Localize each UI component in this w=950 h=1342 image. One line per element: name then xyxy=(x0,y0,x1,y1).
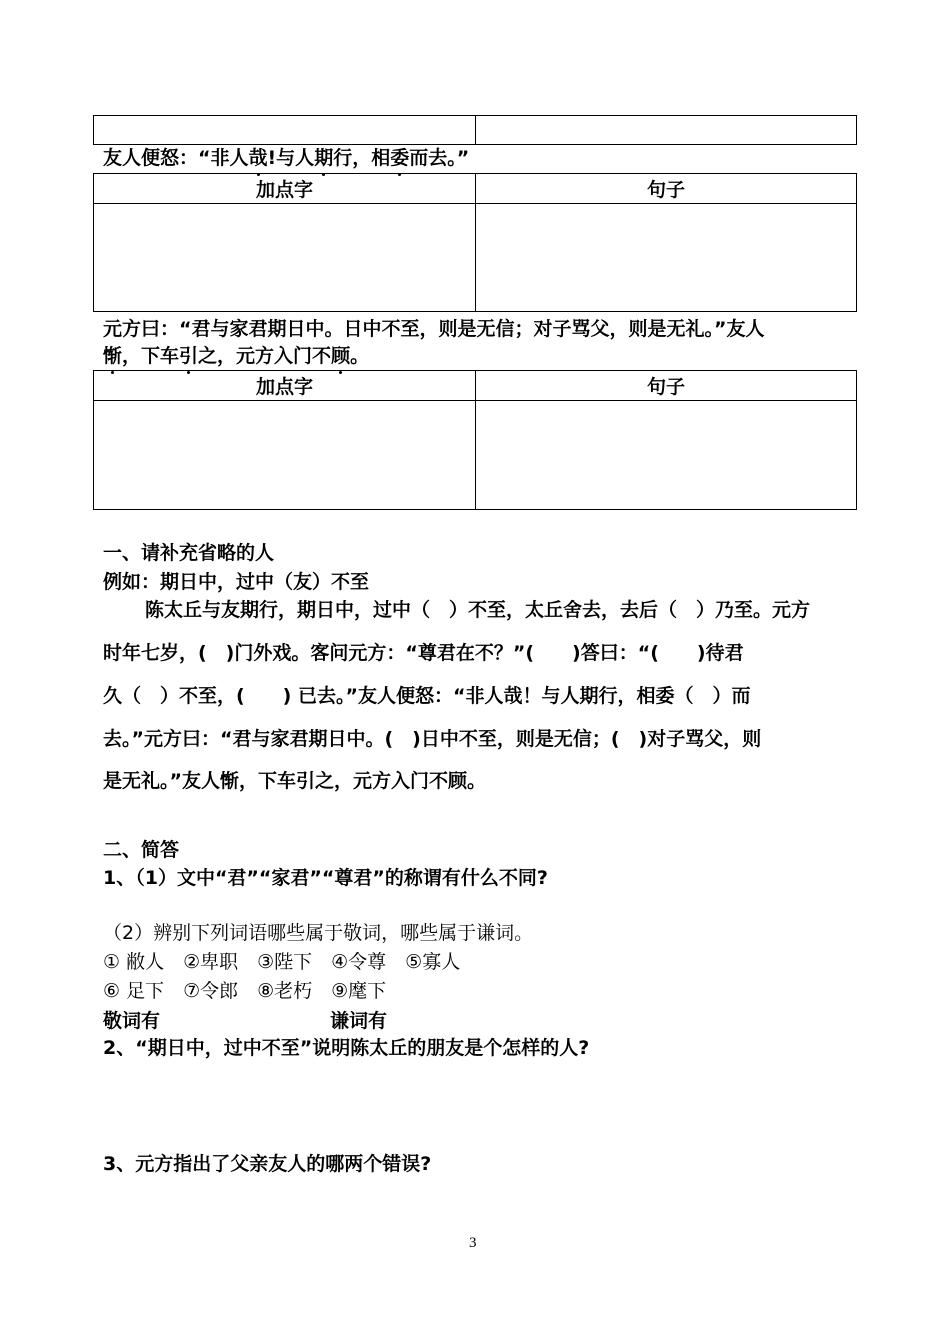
question-3: 3、元方指出了父亲友人的哪两个错误? xyxy=(103,1153,432,1175)
section1-text-line1: 陈太丘与友期行，期日中，过中（ ）不至，太丘舍去，去后（ ）乃至。元方 xyxy=(145,599,811,621)
table2-answer-dotted-word[interactable] xyxy=(94,401,476,510)
section1-text-line5: 是无礼。”友人惭，下车引之，元方入门不顾。 xyxy=(103,770,486,792)
top-empty-cell-1 xyxy=(94,116,476,145)
honorific-label: 敬词有 xyxy=(103,1010,161,1032)
question-2: 2、“期日中，过中不至”说明陈太丘的朋友是个怎样的人? xyxy=(103,1037,590,1059)
humble-label: 谦词有 xyxy=(330,1010,388,1032)
page-number: 3 xyxy=(469,1235,477,1251)
top-empty-table xyxy=(93,115,857,145)
section2-title: 二、简答 xyxy=(103,839,180,861)
top-empty-cell-2 xyxy=(476,116,857,145)
table1-header-dotted-word: 加点字 xyxy=(94,174,476,204)
table2-header-dotted-word: 加点字 xyxy=(94,371,476,401)
section1-text-line2: 时年七岁，( )门外戏。客问元方：“尊君在不？”( )答曰：“( )待君 xyxy=(103,642,744,664)
sentence-yuanfang-line1: 元方曰：“君与家君期日中。日中不至，则是无信；对子骂父，则是无礼。”友人 xyxy=(103,318,765,340)
question-1-sub: （2）辨别下列词语哪些属于敬词，哪些属于谦词。 xyxy=(103,922,534,944)
table1-header-sentence: 句子 xyxy=(476,174,857,204)
dotted-word-table-1 xyxy=(93,173,857,312)
table1-answer-sentence[interactable] xyxy=(476,204,857,312)
section1-text-line4: 去。”元方曰：“君与家君期日中。( )日中不至，则是无信；( )对子骂父，则 xyxy=(103,728,762,750)
word-list-row-1: ① 敝人 ②卑职 ③陛下 ④令尊 ⑤寡人 xyxy=(103,951,461,973)
section1-text-line3: 久（ ）不至，( ) 已去。”友人便怒：“非人哉！与人期行，相委（ ）而 xyxy=(103,685,751,707)
section1-example: 例如：期日中，过中（友）不至 xyxy=(103,571,370,593)
section1-title: 一、请补充省略的人 xyxy=(103,542,275,564)
table1-answer-dotted-word[interactable] xyxy=(94,204,476,312)
table2-header-sentence: 句子 xyxy=(476,371,857,401)
question-1: 1、（1）文中“君”“家君”“尊君”的称谓有什么不同? xyxy=(103,867,548,889)
sentence-yuanfang-line2: 惭，下车引之，元方入门不顾。 xyxy=(103,345,370,367)
table2-answer-sentence[interactable] xyxy=(476,401,857,510)
word-list-row-2: ⑥ 足下 ⑦令郎 ⑧老朽 ⑨麾下 xyxy=(103,980,387,1002)
sentence-friend-angry: 友人便怒：“非人哉!与人期行，相委而去。” xyxy=(103,147,470,169)
dotted-word-table-2 xyxy=(93,370,857,510)
